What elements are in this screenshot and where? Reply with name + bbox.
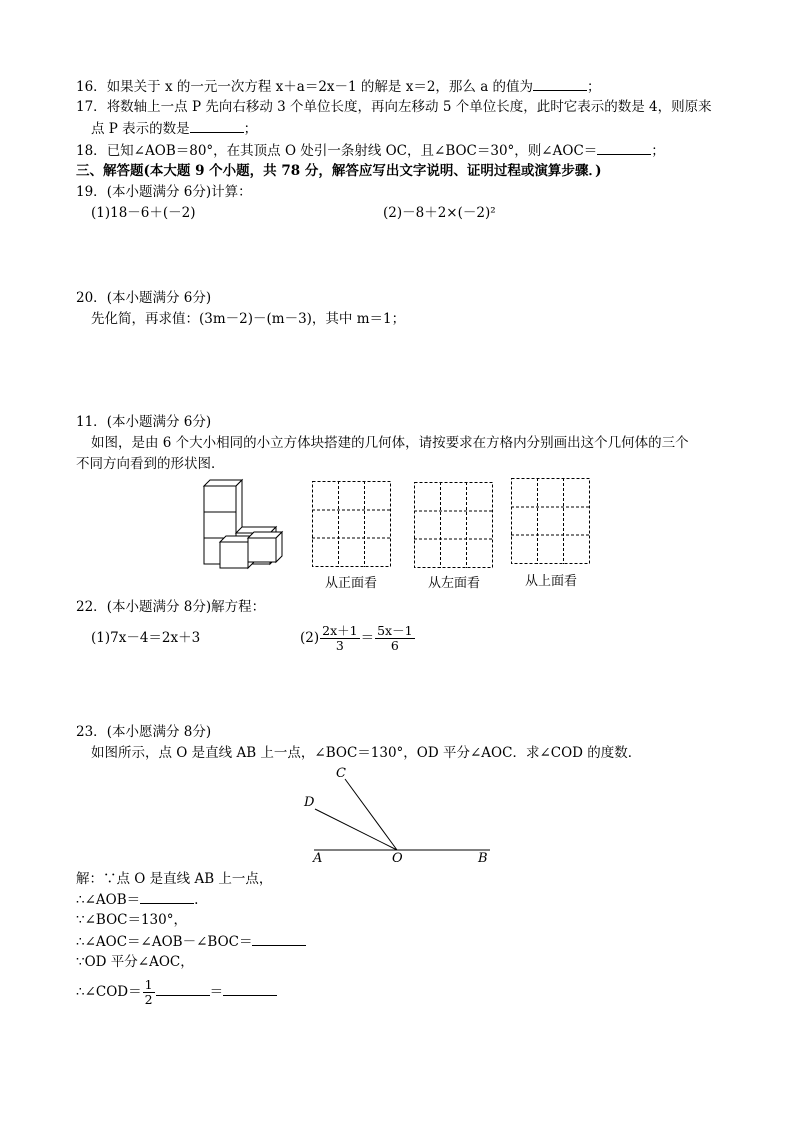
question-number: 16． xyxy=(76,79,107,95)
grid-front-view[interactable] xyxy=(312,481,392,568)
fraction: $\frac{2x+1}{3}$ xyxy=(322,623,358,653)
label-C: C xyxy=(336,766,346,781)
punctuation: ； xyxy=(587,79,601,95)
part-label: (2) xyxy=(300,630,320,646)
question-text: 点 P 表示的数是 xyxy=(91,121,190,137)
answer-blank[interactable] xyxy=(223,981,277,996)
label-B: B xyxy=(478,851,488,866)
answer-blank[interactable] xyxy=(140,889,194,904)
equals-sign: ＝ xyxy=(360,630,375,646)
grid-top-view[interactable] xyxy=(511,478,591,565)
question-number: 11． xyxy=(76,414,107,430)
punctuation: ； xyxy=(243,121,258,137)
answer-blank[interactable] xyxy=(190,118,244,133)
label-D: D xyxy=(304,795,315,810)
q21-text-line1: 如图，是由 6 个大小相同的小立方体块搭建的几何体，请按要求在方格内分别画出这个几何体的三个 xyxy=(91,435,689,451)
step-text: ∴∠AOC＝∠AOB－∠BOC＝ xyxy=(76,934,253,950)
equals-sign: ＝ xyxy=(209,984,224,1000)
question-text: 将数轴上一点 P 先向右移动 3 个单位长度，再向左移动 5 个单位长度，此时它表示的数是 4，则原来 xyxy=(106,99,712,115)
question-number: 18． xyxy=(76,143,107,159)
q22-part2 xyxy=(300,618,416,658)
punctuation: . xyxy=(194,892,199,908)
question-16 xyxy=(76,76,601,97)
solution-line-4 xyxy=(76,931,306,952)
q22-part1: (1)7x－4＝2x＋3 xyxy=(91,630,201,646)
question-17-cont xyxy=(91,118,257,139)
step-text: ∴∠COD＝ xyxy=(76,984,142,1000)
question-19 xyxy=(76,182,252,202)
question-header: (本小题满分 6分) xyxy=(106,290,212,306)
answer-blank[interactable] xyxy=(156,981,210,996)
solution-line-6 xyxy=(76,972,277,1012)
question-18 xyxy=(76,140,665,161)
solution-line-1: 解：∵点 O 是直线 AB 上一点， xyxy=(76,871,273,887)
grid-left-view[interactable] xyxy=(414,482,494,569)
question-header: (本小题满分 6分) xyxy=(106,414,212,430)
step-text: ∴∠AOB＝ xyxy=(76,892,141,908)
q19-part2: (2)－8＋2×(－2)² xyxy=(383,205,496,221)
question-number: 20． xyxy=(76,290,107,306)
question-20 xyxy=(76,288,211,308)
section-title: 三、解答题(本大题 9 个小题，共 78 分，解答应写出文字说明、证明过程或演算步骤．) xyxy=(76,163,602,179)
question-header: (本小题满分 8分)解方程： xyxy=(106,599,266,615)
question-23 xyxy=(76,722,211,742)
fraction-half: $\frac{1}{2}$ xyxy=(144,977,153,1007)
question-header: (本小愿满分 8分) xyxy=(106,724,212,740)
fraction: $\frac{5x-1}{6}$ xyxy=(377,623,413,653)
q23-text: 如图所示，点 O 是直线 AB 上一点，∠BOC＝130°，OD 平分∠AOC．求∠COD 的度数． xyxy=(91,745,642,761)
cube-figure xyxy=(196,476,296,571)
question-number: 17． xyxy=(76,99,107,115)
caption-left-view: 从左面看 xyxy=(427,576,480,591)
question-header: (本小题满分 6分)计算： xyxy=(106,184,252,200)
solution-line-2 xyxy=(76,889,198,910)
question-22 xyxy=(76,597,265,617)
question-number: 22． xyxy=(76,599,107,615)
q21-text-line2: 不同方向看到的形状图． xyxy=(76,456,225,472)
solution-line-3: ∵∠BOC＝130°， xyxy=(76,912,187,928)
question-text: 已知∠AOB＝80°，在其顶点 O 处引一条射线 OC，且∠BOC＝30°，则∠AOC＝ xyxy=(106,143,598,159)
answer-blank[interactable] xyxy=(597,140,651,155)
q19-part1: (1)18－6＋(－2) xyxy=(91,205,196,221)
question-17 xyxy=(76,97,712,117)
question-number: 19． xyxy=(76,184,107,200)
question-21 xyxy=(76,412,211,432)
question-text: 如果关于 x 的一元一次方程 x＋a＝2x－1 的解是 x＝2，那么 a 的值为 xyxy=(106,79,534,95)
caption-front-view: 从正面看 xyxy=(324,576,377,591)
answer-blank[interactable] xyxy=(533,76,587,91)
question-number: 23． xyxy=(76,724,107,740)
label-O: O xyxy=(392,851,403,866)
q20-text: 先化简，再求值：(3m－2)－(m－3)，其中 m＝1； xyxy=(91,311,406,327)
answer-blank[interactable] xyxy=(252,931,306,946)
punctuation: ； xyxy=(651,143,665,159)
caption-top-view: 从上面看 xyxy=(524,574,577,589)
solution-line-5: ∵OD 平分∠AOC， xyxy=(76,954,194,970)
label-A: A xyxy=(313,851,323,866)
